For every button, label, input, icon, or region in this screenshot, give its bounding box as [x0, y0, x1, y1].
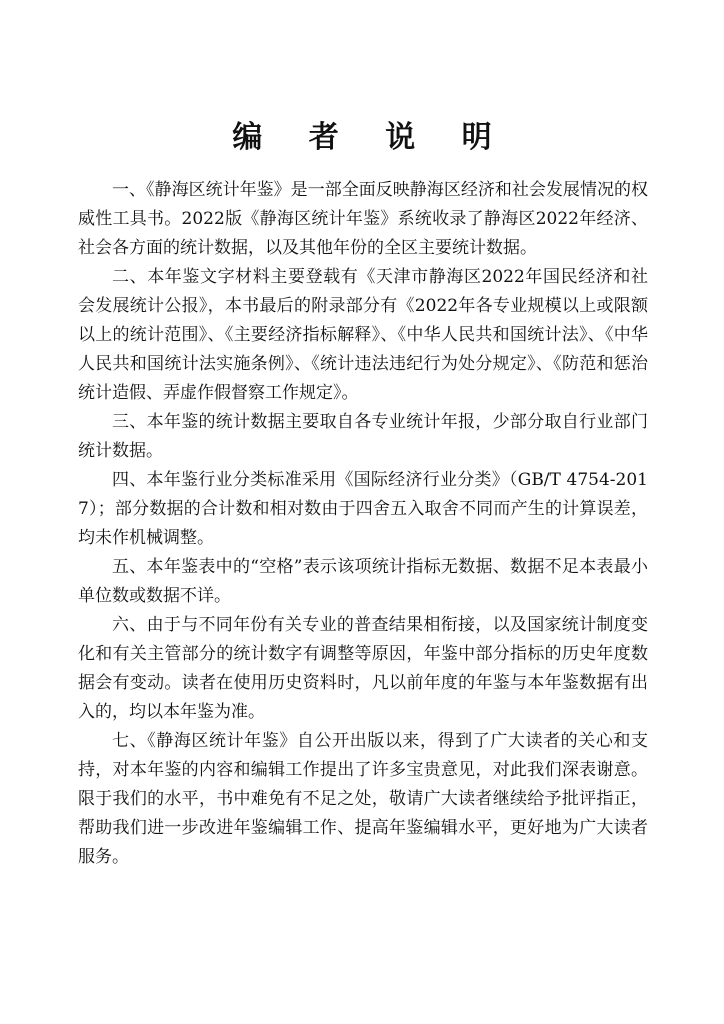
paragraph-5: 五、本年鉴表中的“空格”表示该项统计指标无数据、数据不足本表最小单位数或数据不详。 [78, 557, 648, 606]
paragraph-4: 四、本年鉴行业分类标准采用《国际经济行业分类》（GB/T 4754-2017）；部分数据的合计数和相对数由于四舍五入取舍不同而产生的计算误差，均未作机械调整。 [78, 470, 648, 548]
page-title: 编 者 说 明 [232, 120, 510, 156]
document-body [78, 176, 648, 872]
paragraph-7: 七、《静海区统计年鉴》自公开出版以来，得到了广大读者的关心和支持，对本年鉴的内容和编辑工作提出了许多宝贵意见，对此我们深表谢意。限于我们的水平，书中难免有不足之处，敬请广大读者继续给予批评指正，帮助我们进一步改进年鉴编辑工作、提高年鉴编辑水平，更好地为广大读者服务。 [78, 731, 648, 867]
paragraph-2: 二、本年鉴文字材料主要登载有《天津市静海区2022年国民经济和社会发展统计公报》，本书最后的附录部分有《2022年各专业规模以上或限额以上的统计范围》、《主要经济指标解释》、《中华人民共和国统计法》、《中华人民共和国统计法实施条例》、《统计违法违纪行为处分规定》、《防范和惩治统计造假、弄虚作假督察工作规定》。 [78, 267, 648, 403]
paragraph-6: 六、由于与不同年份有关专业的普查结果相衔接，以及国家统计制度变化和有关主管部分的统计数字有调整等原因，年鉴中部分指标的历史年度数据会有变动。读者在使用历史资料时，凡以前年度的年鉴与本年鉴数据有出入的，均以本年鉴为准。 [78, 615, 648, 722]
paragraph-3: 三、本年鉴的统计数据主要取自各专业统计年报，少部分取自行业部门统计数据。 [78, 412, 648, 461]
paragraph-1: 一、《静海区统计年鉴》是一部全面反映静海区经济和社会发展情况的权威性工具书。2022版《静海区统计年鉴》系统收录了静海区2022年经济、社会各方面的统计数据，以及其他年份的全区主要统计数据。 [78, 180, 648, 258]
